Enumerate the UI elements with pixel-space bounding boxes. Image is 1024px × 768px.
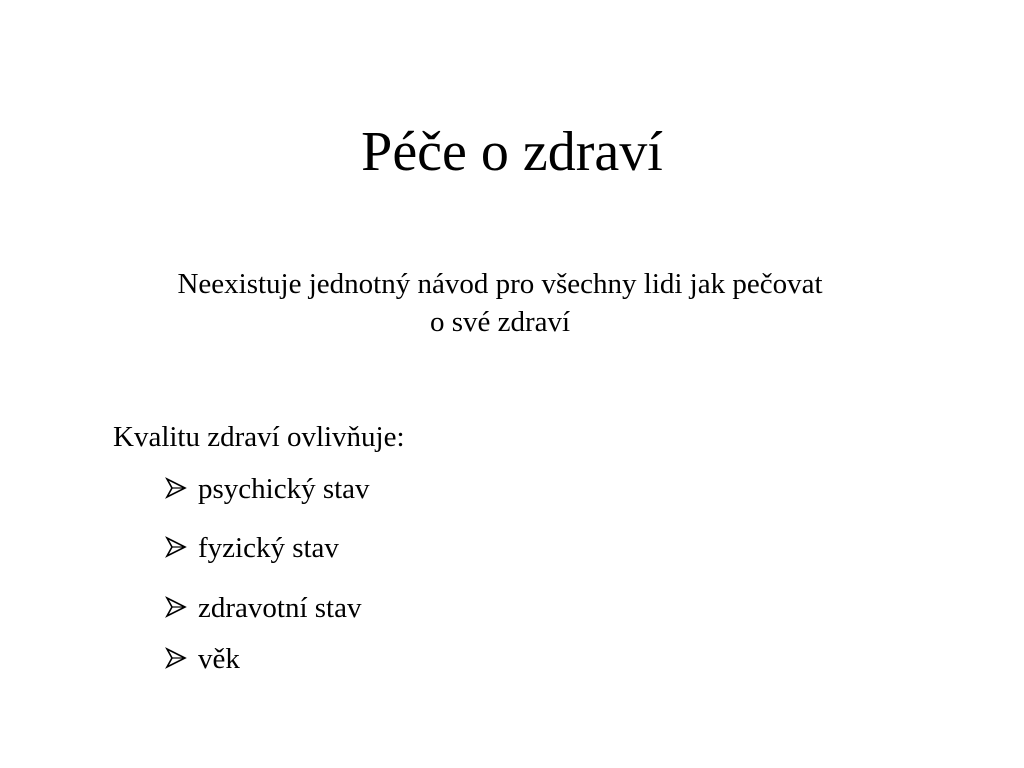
arrowhead-bullet-icon [165, 596, 187, 618]
subtitle [100, 265, 900, 341]
bullet-label: fyzický stav [198, 532, 339, 564]
bullet-label: věk [198, 643, 240, 675]
arrowhead-bullet-icon [165, 536, 187, 558]
bullet-item-zdravotni-stav [165, 589, 361, 627]
bullet-item-vek [165, 640, 240, 678]
bullet-item-psychicky-stav [165, 470, 370, 508]
arrowhead-bullet-icon [165, 477, 187, 499]
bullet-item-fyzicky-stav [165, 529, 339, 567]
subtitle-line-2: o své zdraví [429, 306, 571, 338]
arrowhead-bullet-icon [165, 647, 187, 669]
bullet-label: psychický stav [198, 473, 370, 505]
subtitle-line-1: Neexistuje jednotný návod pro všechny lidi jak pečovat [177, 268, 823, 300]
list-heading: Kvalitu zdraví ovlivňuje: [113, 421, 405, 453]
bullet-label: zdravotní stav [198, 592, 362, 624]
slide-title: Péče o zdraví [361, 121, 663, 183]
